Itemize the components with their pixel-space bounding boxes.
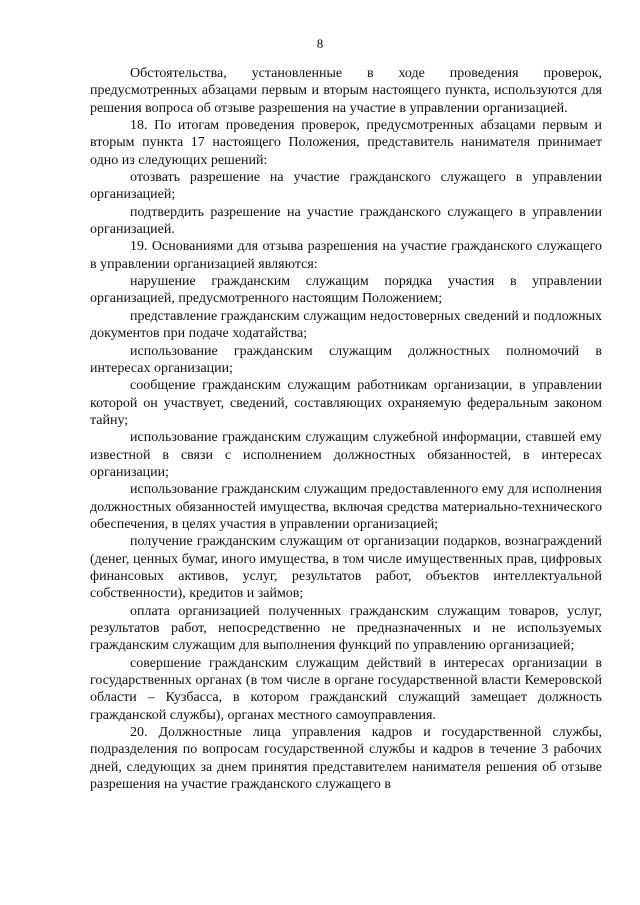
- paragraph-19-ground-gifts: получение гражданским служащим от организации подарков, вознаграждений (денег, ценных бумаг, иного имущества, в том числе имущественных прав, цифровых финансовых активов, услуг, результатов работ, объектов интеллектуальной собственности), кредитов и займов;: [90, 534, 602, 602]
- paragraph-19-ground-secret-disclosure: сообщение гражданским служащим работникам организации, в управлении которой он участвует, сведений, составляющих охраняемую федеральным законом тайну;: [90, 378, 602, 428]
- document-body: [90, 65, 602, 793]
- paragraph-19-ground-authority-use: использование гражданским служащим должностных полномочий в интересах организации;: [90, 343, 602, 376]
- paragraph-18: 18. По итогам проведения проверок, предусмотренных абзацами первым и вторым пункта 17 настоящего Положения, представитель нанимателя принимает одно из следующих решений:: [90, 118, 602, 168]
- paragraph-19-ground-official-info: использование гражданским служащим служебной информации, ставшей ему известной в связи с исполнением должностных обязанностей, в интересах организации;: [90, 430, 602, 480]
- paragraph-19: 19. Основаниями для отзыва разрешения на участие гражданского служащего в управлении организацией являются:: [90, 239, 602, 272]
- paragraph-18-option-confirm: подтвердить разрешение на участие гражданского служащего в управлении организацией.: [90, 204, 602, 238]
- paragraph-19-ground-false-documents: представление гражданским служащим недостоверных сведений и подложных документов при подаче ходатайства;: [90, 308, 602, 342]
- paragraph-20: 20. Должностные лица управления кадров и государственной службы, подразделения по вопросам государственной службы и кадров в течение 3 рабочих дней, следующих за днем принятия представителем нанимателя решения об отзыве разрешения на участие гражданского служащего в: [90, 725, 602, 793]
- paragraph-18-option-revoke: отозвать разрешение на участие гражданского служащего в управлении организацией;: [90, 170, 602, 203]
- paragraph-circumstances: Обстоятельства, установленные в ходе проведения проверок, предусмотренных абзацами первым и вторым настоящего пункта, используются для решения вопроса об отзыве разрешения на участие в управлении организацией.: [90, 66, 602, 116]
- paragraph-19-ground-procedure-violation: нарушение гражданским служащим порядка участия в управлении организацией, предусмотренного настоящим Положением;: [90, 274, 602, 307]
- page-number: 8: [316, 36, 324, 51]
- paragraph-19-ground-payment: оплата организацией полученных гражданским служащим товаров, услуг, результатов работ, непосредственно не предназначенных и не используемых гражданским служащим для выполнения функций по управлению организацией;: [90, 603, 602, 654]
- paragraph-19-ground-actions: совершение гражданским служащим действий в интересах организации в государственных органах (в том числе в органе государственной власти Кемеровской области – Кузбасса, в котором гражданский служащий замещает должность гражданской службы), органах местного самоуправления.: [90, 655, 602, 723]
- paragraph-19-ground-property-use: использование гражданским служащим предоставленного ему для исполнения должностных обязанностей имущества, включая средства материально-технического обеспечения, в целях участия в управлении организацией;: [90, 482, 602, 532]
